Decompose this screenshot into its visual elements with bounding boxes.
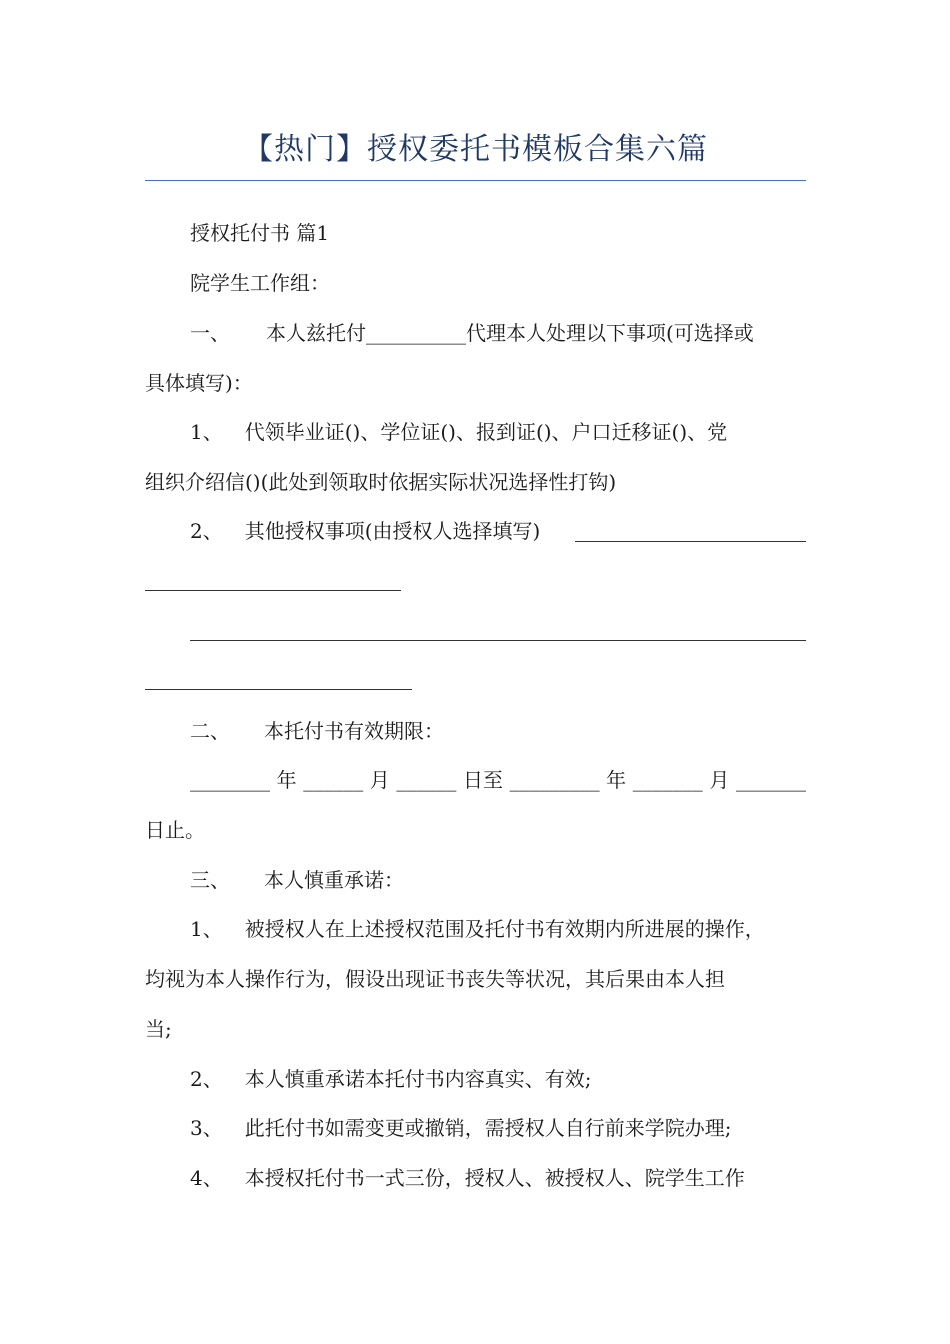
date-year-label: 年 (606, 768, 627, 792)
promise-3-text: 此托付书如需变更或撤销，需授权人自行前来学院办理; (244, 1116, 732, 1140)
item-1-text-a: 本人兹托付 (266, 321, 366, 345)
date-blank: ______ (396, 768, 457, 792)
sub-item-2-number: 2、 (190, 519, 223, 543)
item-2 (190, 716, 444, 746)
date-blank: _______ (735, 768, 806, 792)
fill-line (190, 640, 806, 641)
promise-2 (190, 1064, 591, 1094)
date-day-to-label: 日至 (462, 768, 503, 792)
promise-4-number: 4、 (190, 1166, 223, 1190)
date-blank: ________ (190, 768, 270, 792)
sub-item-1-line-1: 代领毕业证()、学位证()、报到证()、户口迁移证()、党 (244, 420, 728, 444)
date-month-label: 月 (369, 768, 390, 792)
promise-2-number: 2、 (190, 1067, 223, 1091)
promise-1-line-3: 当; (145, 1017, 172, 1041)
fill-line (575, 541, 806, 542)
item-1-continuation: 具体填写)： (145, 371, 253, 395)
promise-4-text: 本授权托付书一式三份，授权人、被授权人、院学生工作 (244, 1166, 745, 1190)
addressee: 院学生工作组： (190, 271, 330, 295)
promise-2-text: 本人慎重承诺本托付书内容真实、有效; (244, 1067, 592, 1091)
item-1-text-b: 代理本人处理以下事项(可选择或 (466, 321, 754, 345)
promise-3 (190, 1113, 731, 1143)
promise-1 (190, 914, 765, 944)
fill-line (145, 590, 401, 591)
date-year-label: 年 (276, 768, 297, 792)
sub-item-1-number: 1、 (190, 420, 223, 444)
document-title: 【热门】授权委托书模板合集六篇 (243, 132, 708, 167)
date-blank: _________ (509, 768, 600, 792)
date-blank: ______ (303, 768, 364, 792)
title-underline (145, 180, 806, 181)
promise-1-line-2: 均视为本人操作行为，假设出现证书丧失等状况，其后果由本人担 (145, 967, 725, 991)
date-blank: _______ (632, 768, 703, 792)
promise-3-number: 3、 (190, 1116, 223, 1140)
sub-item-2 (190, 516, 540, 546)
item-3 (190, 865, 404, 895)
date-month-label: 月 (709, 768, 730, 792)
promise-1-number: 1、 (190, 917, 223, 941)
item-3-text: 本人慎重承诺： (264, 868, 404, 892)
section-heading: 授权托付书 篇1 (190, 221, 330, 245)
item-3-number: 三、 (190, 868, 230, 892)
promise-4 (190, 1163, 745, 1193)
sub-item-1-line-2: 组织介绍信()(此处到领取时依据实际状况选择性打钩) (145, 470, 617, 494)
item-1-number: 一、 (190, 321, 230, 345)
item-2-number: 二、 (190, 719, 230, 743)
fill-line (145, 689, 412, 690)
date-end: 日止。 (145, 818, 205, 842)
item-1-blank: __________ (366, 321, 466, 345)
sub-item-1 (190, 417, 727, 447)
item-2-text: 本托付书有效期限： (264, 719, 444, 743)
date-range (190, 765, 806, 795)
item-1 (190, 318, 754, 348)
sub-item-2-text: 其他授权事项(由授权人选择填写) (244, 519, 541, 543)
promise-1-line-1: 被授权人在上述授权范围及托付书有效期内所进展的操作， (244, 917, 765, 941)
